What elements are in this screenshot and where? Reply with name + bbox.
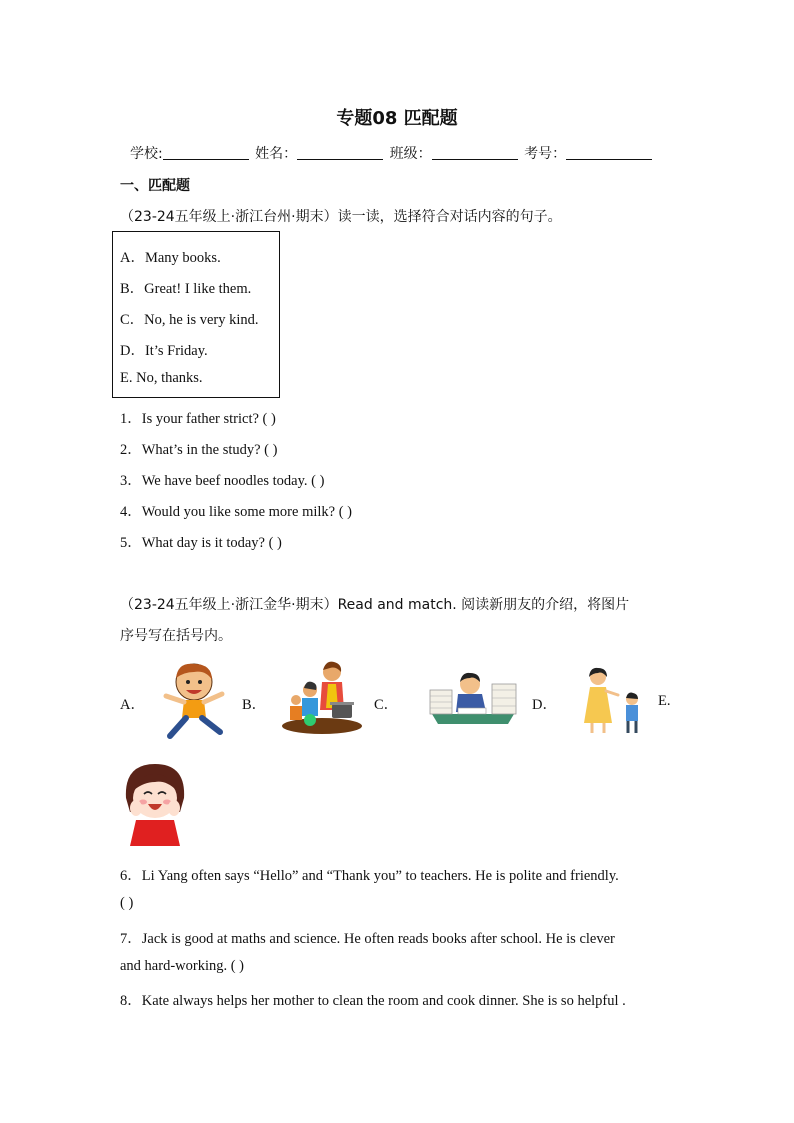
running-boy-icon <box>158 660 230 742</box>
student-info-line <box>130 143 654 163</box>
teacher-and-boy-icon <box>576 665 646 737</box>
image-label-a: A． <box>120 697 145 713</box>
name-label: 姓名： <box>255 146 298 162</box>
boy-reading-books-icon <box>428 670 518 726</box>
option-c: C．No, he is very kind. <box>120 312 259 328</box>
class-blank[interactable] <box>432 145 518 160</box>
options-box <box>112 231 280 398</box>
question-7-cont[interactable]: and hard-working. ( ) <box>120 958 245 974</box>
option-d: D．It’s Friday. <box>120 343 208 359</box>
part2-source-line2: 序号写在括号内。 <box>120 628 232 644</box>
question-6-answer[interactable]: ( ) <box>120 895 134 911</box>
name-blank[interactable] <box>297 145 383 160</box>
laughing-girl-icon <box>120 760 190 846</box>
question-1[interactable]: 1．Is your father strict? ( ) <box>120 411 276 427</box>
part1-source: （23-24五年级上·浙江台州·期末）读一读，选择符合对话内容的句子。 <box>120 209 562 225</box>
school-blank[interactable] <box>163 145 249 160</box>
question-7[interactable]: 7．Jack is good at maths and science. He often reads books after school. He is clever <box>120 931 615 947</box>
image-label-c: C． <box>374 697 399 713</box>
question-5[interactable]: 5．What day is it today? ( ) <box>120 535 282 551</box>
section-heading: 一、匹配题 <box>120 178 190 194</box>
number-blank[interactable] <box>566 145 652 160</box>
question-3[interactable]: 3．We have beef noodles today. ( ) <box>120 473 325 489</box>
school-label: 学校: <box>130 146 163 162</box>
image-label-d: D． <box>532 697 557 713</box>
option-e: E. No, thanks. <box>120 370 203 386</box>
class-label: 班级： <box>389 146 432 162</box>
option-a: A．Many books. <box>120 250 221 266</box>
image-label-e: E. <box>658 693 671 709</box>
option-b: B．Great! I like them. <box>120 281 252 297</box>
question-4[interactable]: 4．Would you like some more milk? ( ) <box>120 504 352 520</box>
question-8[interactable]: 8．Kate always helps her mother to clean the room and cook dinner. She is so helpful . <box>120 993 626 1009</box>
part2-source-line1: （23-24五年级上·浙江金华·期末）Read and match. 阅读新朋友的介绍，将图片 <box>120 597 630 613</box>
page-title: 专题08 匹配题 <box>336 108 458 129</box>
number-label: 考号： <box>524 146 567 162</box>
cooking-family-icon <box>280 660 362 736</box>
question-2[interactable]: 2．What’s in the study? ( ) <box>120 442 278 458</box>
question-6[interactable]: 6．Li Yang often says “Hello” and “Thank you” to teachers. He is polite and friendly. <box>120 868 619 884</box>
image-label-b: B． <box>242 697 267 713</box>
